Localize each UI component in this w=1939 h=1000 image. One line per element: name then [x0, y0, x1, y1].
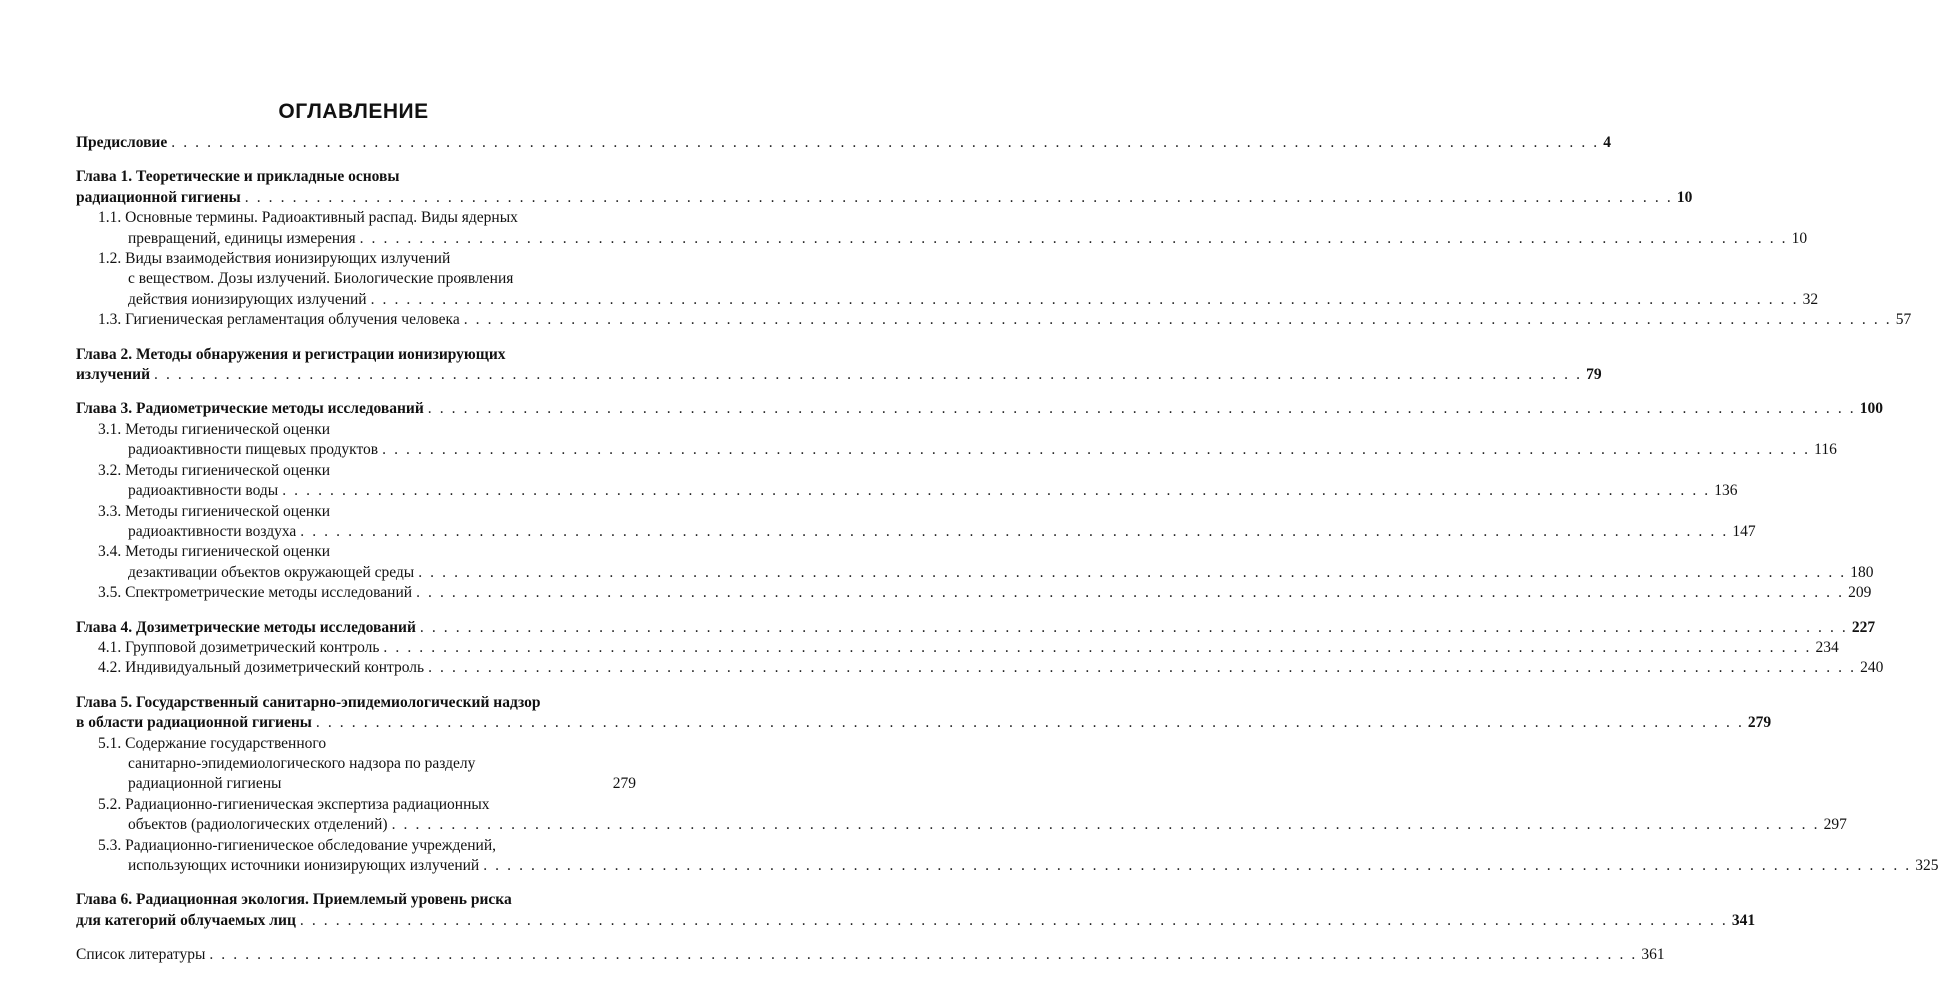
toc-entry-text: Основные термины. Радиоактивный распад. Виды ядерных	[125, 209, 518, 227]
toc-entry-last-line	[98, 229, 1808, 249]
toc-entry-text	[128, 774, 613, 794]
toc-entry-title: Предисловие	[76, 134, 168, 151]
toc-page-number: 57	[1895, 311, 1912, 329]
toc-entry-text: Методы гигиенической оценки	[125, 502, 331, 520]
toc-section-number: 5.3.	[98, 836, 122, 854]
toc-entry-title: Глава 4. Дозиметрические методы исследований	[76, 618, 416, 636]
toc-entry-last-line	[76, 911, 1756, 931]
toc-entry-title: использующих источники ионизирующих излучений	[128, 857, 480, 874]
toc-section-number: 3.4.	[98, 543, 122, 561]
toc-entry-text	[128, 522, 296, 542]
toc-entry-text: Методы гигиенической оценки	[125, 461, 331, 479]
toc-chapter-entry[interactable]	[76, 133, 1612, 153]
toc-entry-line	[98, 249, 636, 269]
toc-entry-title: излучений	[76, 366, 151, 384]
toc-entry-title: превращений, единицы измерения	[128, 229, 356, 247]
toc-entry-text	[76, 399, 424, 419]
leader-dots: . . . . . . . . . . . . . . . . . . . . . . . . . . . . . . . . . . . . . . . . . . . . . . . . . . . . . . . . . . . . . . . . . . . . . . . . . . . . . . . . . . . . . . . . . . . . . . . . . . . . . . . . . . . . . . . . . . . . . . . .	[244, 188, 1673, 206]
toc-page-number: 227	[1851, 618, 1876, 636]
toc-entry-title: Список литературы	[76, 946, 206, 964]
toc-entry-title: Глава 3. Радиометрические методы исследований	[76, 400, 424, 418]
leader-dots: . . . . . . . . . . . . . . . . . . . . . . . . . . . . . . . . . . . . . . . . . . . . . . . . . . . . . . . . . . . . . . . . . . . . . . . . . . . . . . . . . . . . . . . . . . . . . . . . . . . . . . . . . . . . . . . . . . . . . . . .	[427, 400, 1856, 418]
toc-section-number: 3.2.	[98, 461, 122, 479]
toc-entry-title: Гигиеническая регламентация облучения человека	[125, 311, 460, 329]
toc-entry-line	[98, 420, 636, 440]
toc-section-entry[interactable]	[76, 836, 1939, 877]
toc-entry-title: для категорий облучаемых лиц	[76, 911, 296, 929]
toc-entry-text: Радиационно-гигиеническая экспертиза радиационных	[125, 795, 490, 813]
toc-entry-title: Групповой дозиметрический контроль	[125, 638, 380, 656]
leader-dots: . . . . . . . . . . . . . . . . . . . . . . . . . . . . . . . . . . . . . . . . . . . . . . . . . . . . . . . . . . . . . . . . . . . . . . . . . . . . . . . . . . . . . . . . . . . . . . . . . . . . . . . . . . . . . . . . . . . . . . . .	[171, 134, 1600, 151]
toc-entry-last-line	[76, 945, 1665, 965]
toc-entry-title: радиоактивности воздуха	[128, 522, 297, 540]
toc-section-number: 3.3.	[98, 502, 122, 520]
toc-section-number: 1.3.	[98, 311, 122, 329]
toc-page-number: 209	[1848, 584, 1872, 602]
toc-entry-text	[128, 229, 356, 249]
toc-page-number: 297	[1823, 816, 1847, 834]
toc-entry-last-line	[76, 399, 1884, 419]
toc-section-entry[interactable]	[76, 638, 1839, 658]
toc-entry-title: радиационной гигиены	[76, 188, 241, 206]
toc-entry-text: Виды взаимодействия ионизирующих излучений	[125, 250, 451, 268]
toc-page-number: 279	[1747, 714, 1772, 732]
toc-entry-text: санитарно-эпидемиологического надзора по разделу	[128, 754, 476, 772]
toc-entry-line	[98, 795, 636, 815]
toc-entry-title: в области радиационной гигиены	[76, 714, 312, 732]
toc-entry-last-line	[98, 638, 1839, 658]
toc-page-number: 136	[1714, 482, 1738, 500]
toc-entry-text	[98, 310, 460, 330]
toc-entry-last-line	[76, 133, 1612, 153]
toc-section-entry[interactable]	[76, 542, 1874, 583]
toc-entry-text	[128, 290, 367, 310]
toc-entry-text: Глава 5. Государственный санитарно-эпидемиологический надзор	[76, 693, 541, 711]
toc-entry-title: Индивидуальный дозиметрический контроль	[125, 659, 425, 677]
toc-chapter-entry[interactable]	[76, 399, 1884, 419]
toc-entry-line	[98, 269, 636, 289]
toc-entry-text: Содержание государственного	[125, 734, 327, 752]
toc-chapter-entry[interactable]	[76, 693, 1772, 734]
toc-page-number: 10	[1676, 188, 1693, 206]
toc-entry-text	[76, 188, 241, 208]
toc-section-number: 4.2.	[98, 659, 122, 677]
toc-entry-title: Спектрометрические методы исследований	[125, 584, 413, 602]
toc-section-entry[interactable]	[76, 461, 1738, 502]
leader-dots: . . . . . . . . . . . . . . . . . . . . . . . . . . . . . . . . . . . . . . . . . . . . . . . . . . . . . . . . . . . . . . . . . . . . . . . . . . . . . . . . . . . . . . . . . . . . . . . . . . . . . . . . . . . . . . . . . . . . . . . .	[416, 584, 1845, 602]
toc-entry-line	[98, 542, 636, 562]
toc-entry-last-line	[76, 618, 1876, 638]
toc-page-number: 32	[1802, 290, 1819, 308]
toc-entry-last-line	[76, 713, 1772, 733]
toc-entry-last-line	[76, 365, 1602, 385]
toc-entry-text: Методы гигиенической оценки	[125, 543, 331, 561]
toc-page-number: 279	[612, 775, 636, 793]
toc-entry-text	[76, 133, 167, 153]
leader-dots: . . . . . . . . . . . . . . . . . . . . . . . . . . . . . . . . . . . . . . . . . . . . . . . . . . . . . . . . . . . . . . . . . . . . . . . . . . . . . . . . . . . . . . . . . . . . . . . . . . . . . . . . . . . . . . . . . . . . . . . .	[370, 290, 1799, 308]
leader-dots: . . . . . . . . . . . . . . . . . . . . . . . . . . . . . . . . . . . . . . . . . . . . . . . . . . . . . . . . . . . . . . . . . . . . . . . . . . . . . . . . . . . . . . . . . . . . . . . . . . . . . . . . . . . . . . . . . . . . . . . .	[154, 366, 1583, 384]
toc-chapter-entry[interactable]	[76, 890, 1756, 931]
leader-dots: . . . . . . . . . . . . . . . . . . . . . . . . . . . . . . . . . . . . . . . . . . . . . . . . . . . . . . . . . . . . . . . . . . . . . . . . . . . . . . . . . . . . . . . . . . . . . . . . . . . . . . . . . . . . . . . . . . . . . . . .	[315, 714, 1744, 732]
toc-entry-text: Глава 1. Теоретические и прикладные основы	[76, 168, 400, 186]
toc-page-number: 341	[1731, 911, 1756, 929]
leader-dots: . . . . . . . . . . . . . . . . . . . . . . . . . . . . . . . . . . . . . . . . . . . . . . . . . . . . . . . . . . . . . . . . . . . . . . . . . . . . . . . . . . . . . . . . . . . . . . . . . . . . . . . . . . . . . . . . . . . . . . . .	[419, 618, 1848, 636]
toc-page-number: 361	[1641, 946, 1665, 964]
toc-entry-line	[98, 836, 636, 856]
toc-page-number: 10	[1791, 229, 1808, 247]
toc-entry-last-line	[98, 290, 1819, 310]
toc-entry-line	[76, 345, 636, 365]
table-of-contents	[76, 133, 1939, 966]
toc-entry-line	[76, 890, 636, 910]
leader-dots: . . . . . . . . . . . . . . . . . . . . . . . . . . . . . . . . . . . . . . . . . . . . . . . . . . . . . . . . . . . . . . . . . . . . . . . . . . . . . . . . . . . . . . . . . . . . . . . . . . . . . . . . . . . . . . . . . . . . . . . .	[382, 441, 1811, 459]
toc-section-number: 4.1.	[98, 638, 122, 656]
toc-section-entry[interactable]	[76, 734, 636, 795]
toc-page-number: 325	[1915, 857, 1939, 874]
leader-dots: . . . . . . . . . . . . . . . . . . . . . . . . . . . . . . . . . . . . . . . . . . . . . . . . . . . . . . . . . . . . . . . . . . . . . . . . . . . . . . . . . . . . . . . . . . . . . . . . . . . . . . . . . . . . . . . . . . . . . . . .	[282, 482, 1711, 500]
toc-entry-last-line	[98, 658, 1884, 678]
toc-entry-text	[76, 911, 296, 931]
leader-dots: . . . . . . . . . . . . . . . . . . . . . . . . . . . . . . . . . . . . . . . . . . . . . . . . . . . . . . . . . . . . . . . . . . . . . . . . . . . . . . . . . . . . . . . . . . . . . . . . . . . . . . . . . . . . . . . . . . . . . . . .	[391, 816, 1820, 834]
toc-section-number: 3.1.	[98, 420, 122, 438]
toc-entry-text	[76, 365, 150, 385]
toc-page-number: 100	[1859, 400, 1884, 418]
toc-entry-last-line	[98, 856, 1939, 876]
toc-entry-text: Глава 6. Радиационная экология. Приемлемый уровень риска	[76, 891, 512, 909]
toc-page-number: 180	[1850, 563, 1874, 581]
leader-dots: . . . . . . . . . . . . . . . . . . . . . . . . . . . . . . . . . . . . . . . . . . . . . . . . . . . . . . . . . . . . . . . . . . . . . . . . . . . . . . . . . . . . . . . . . . . . . . . . . . . . . . . . . . . . . . . . . . . . . . . .	[209, 946, 1638, 964]
leader-dots: . . . . . . . . . . . . . . . . . . . . . . . . . . . . . . . . . . . . . . . . . . . . . . . . . . . . . . . . . . . . . . . . . . . . . . . . . . . . . . . . . . . . . . . . . . . . . . . . . . . . . . . . . . . . . . . . . . . . . . . .	[463, 311, 1892, 329]
toc-entry-line	[98, 754, 636, 774]
toc-chapter-entry[interactable]	[76, 167, 1693, 208]
leader-dots: . . . . . . . . . . . . . . . . . . . . . . . . . . . . . . . . . . . . . . . . . . . . . . . . . . . . . . . . . . . . . . . . . . . . . . . . . . . . . . . . . . . . . . . . . . . . . . . . . . . . . . . . . . . . . . . . . . . . . . . .	[383, 638, 1812, 656]
toc-entry-text	[128, 481, 278, 501]
toc-section-number: 5.1.	[98, 734, 122, 752]
toc-entry-text	[128, 815, 388, 835]
toc-section-entry[interactable]	[76, 310, 1912, 330]
toc-entry-last-line	[98, 522, 1756, 542]
toc-entry-text: Радиационно-гигиеническое обследование учреждений,	[125, 836, 496, 854]
toc-entry-text	[76, 618, 416, 638]
toc-entry-last-line	[98, 310, 1912, 330]
toc-entry-title: радиоактивности воды	[128, 482, 279, 500]
leader-dots: . . . . . . . . . . . . . . . . . . . . . . . . . . . . . . . . . . . . . . . . . . . . . . . . . . . . . . . . . . . . . . . . . . . . . . . . . . . . . . . . . . . . . . . . . . . . . . . . . . . . . . . . . . . . . . . . . . . . . . . .	[418, 563, 1847, 581]
toc-entry-last-line	[98, 440, 1837, 460]
toc-chapter-entry[interactable]	[76, 618, 1876, 638]
toc-section-entry[interactable]	[76, 249, 1819, 310]
toc-entry-text	[128, 563, 414, 583]
toc-entry-line	[98, 502, 636, 522]
leader-dots: . . . . . . . . . . . . . . . . . . . . . . . . . . . . . . . . . . . . . . . . . . . . . . . . . . . . . . . . . . . . . . . . . . . . . . . . . . . . . . . . . . . . . . . . . . . . . . . . . . . . . . . . . . . . . . . . . . . . . . . .	[483, 857, 1912, 874]
toc-entry-line	[98, 734, 636, 754]
toc-section-number: 3.5.	[98, 584, 122, 602]
toc-entry-text	[98, 638, 379, 658]
toc-section-number: 1.2.	[98, 250, 122, 268]
toc-entry-title: объектов (радиологических отделений)	[128, 816, 388, 834]
toc-section-entry[interactable]	[76, 795, 1847, 836]
toc-page-number: 147	[1732, 522, 1756, 540]
toc-page-number: 79	[1586, 366, 1602, 384]
toc-entry-last-line	[76, 188, 1693, 208]
toc-section-number: 1.1.	[98, 209, 122, 227]
toc-entry-text	[128, 856, 479, 876]
toc-entry-text	[128, 440, 378, 460]
toc-entry-title: действия ионизирующих излучений	[128, 290, 367, 308]
toc-entry-last-line	[98, 481, 1738, 501]
toc-section-entry[interactable]	[76, 502, 1756, 543]
toc-entry-line	[76, 693, 636, 713]
toc-chapter-entry[interactable]	[76, 345, 1602, 386]
toc-entry-title: радиоактивности пищевых продуктов	[128, 441, 379, 459]
toc-section-entry[interactable]	[76, 658, 1884, 678]
toc-page-number: 234	[1815, 638, 1839, 656]
toc-section-number: 5.2.	[98, 795, 122, 813]
toc-page-number: 4	[1603, 134, 1612, 151]
toc-page-number: 116	[1814, 441, 1837, 459]
toc-entry-last-line	[98, 815, 1847, 835]
toc-section-entry[interactable]	[76, 208, 1808, 249]
toc-entry-line	[76, 167, 636, 187]
leader-dots: . . . . . . . . . . . . . . . . . . . . . . . . . . . . . . . . . . . . . . . . . . . . . . . . . . . . . . . . . . . . . . . . . . . . . . . . . . . . . . . . . . . . . . . . . . . . . . . . . . . . . . . . . . . . . . . . . . . . . . . .	[299, 911, 1728, 929]
toc-entry-text	[76, 713, 312, 733]
toc-entry-line	[98, 461, 636, 481]
leader-dots: . . . . . . . . . . . . . . . . . . . . . . . . . . . . . . . . . . . . . . . . . . . . . . . . . . . . . . . . . . . . . . . . . . . . . . . . . . . . . . . . . . . . . . . . . . . . . . . . . . . . . . . . . . . . . . . . . . . . . . . .	[359, 229, 1788, 247]
toc-entry-line	[98, 208, 636, 228]
page-title: ОГЛАВЛЕНИЕ	[278, 100, 429, 123]
toc-entry-text: с веществом. Дозы излучений. Биологические проявления	[128, 270, 514, 288]
toc-section-entry[interactable]	[76, 583, 1872, 603]
toc-entry-text	[98, 658, 424, 678]
toc-entry-last-line	[98, 774, 636, 794]
toc-entry-title: дезактивации объектов окружающей среды	[128, 563, 415, 581]
toc-entry-text: Методы гигиенической оценки	[125, 420, 331, 438]
toc-section-entry[interactable]	[76, 420, 1837, 461]
toc-entry-text	[98, 583, 412, 603]
toc-plain-entry[interactable]	[76, 945, 1665, 965]
toc-entry-last-line	[98, 563, 1874, 583]
toc-entry-text: Глава 2. Методы обнаружения и регистрации ионизирующих	[76, 345, 506, 363]
leader-dots: . . . . . . . . . . . . . . . . . . . . . . . . . . . . . . . . . . . . . . . . . . . . . . . . . . . . . . . . . . . . . . . . . . . . . . . . . . . . . . . . . . . . . . . . . . . . . . . . . . . . . . . . . . . . . . . . . . . . . . . .	[428, 659, 1857, 677]
toc-entry-title: радиационной гигиены	[128, 775, 282, 793]
toc-page-number: 240	[1860, 659, 1884, 677]
leader-dots: . . . . . . . . . . . . . . . . . . . . . . . . . . . . . . . . . . . . . . . . . . . . . . . . . . . . . . . . . . . . . . . . . . . . . . . . . . . . . . . . . . . . . . . . . . . . . . . . . . . . . . . . . . . . . . . . . . . . . . . .	[300, 522, 1729, 540]
toc-entry-last-line	[98, 583, 1872, 603]
toc-entry-text	[76, 945, 205, 965]
